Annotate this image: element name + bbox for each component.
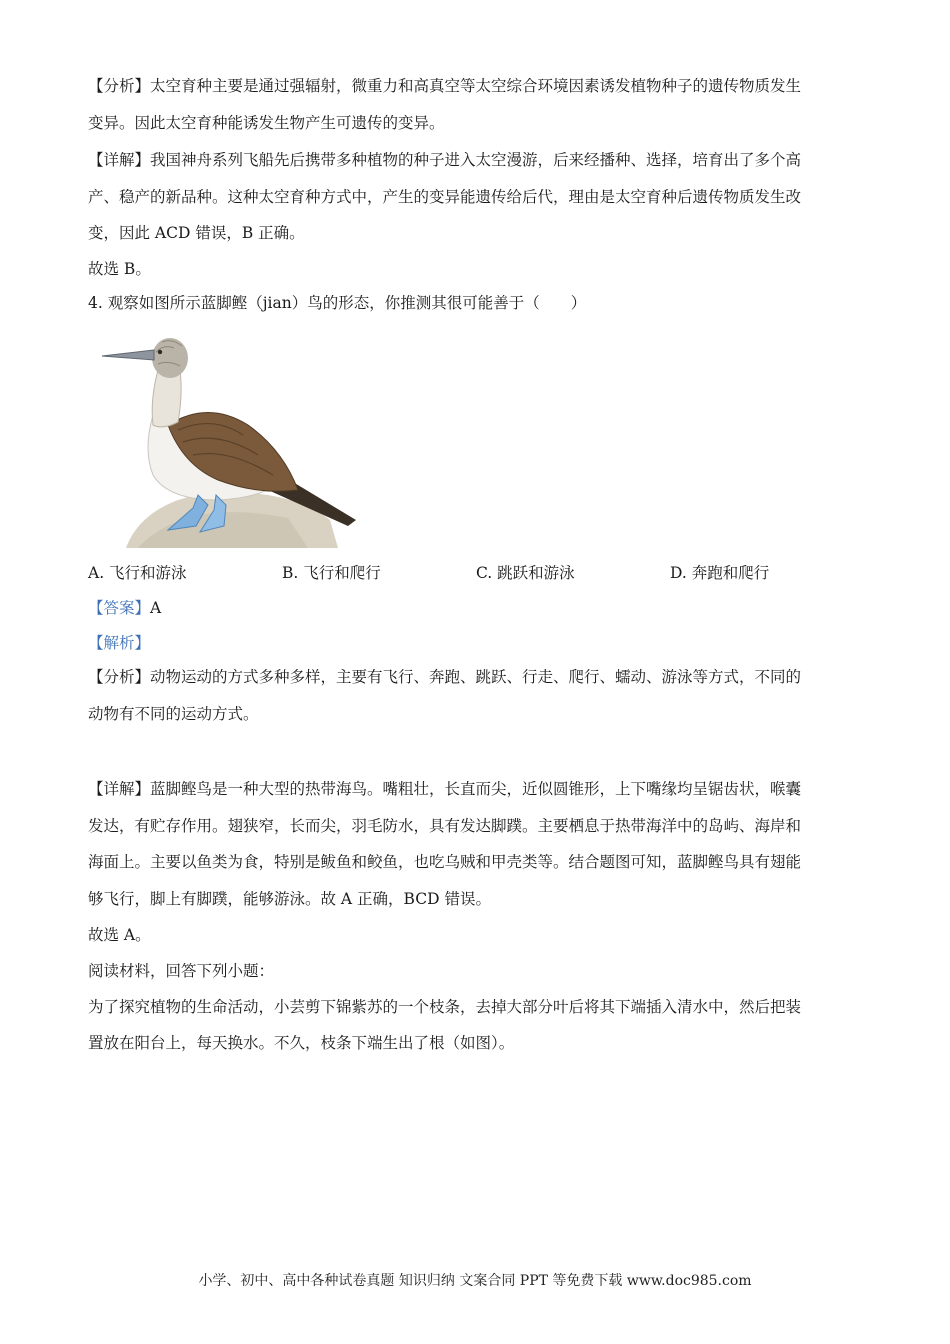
answer-tag: 【答案】	[88, 599, 151, 617]
q3-detail-line-2: 产、稳产的新品种。这种太空育种方式中，产生的变异能遗传给后代，理由是太空育种后遗传物质发生改	[88, 188, 802, 206]
answer-value: A	[150, 599, 162, 617]
q4-detail-line-3: 海面上。主要以鱼类为食，特别是鲅鱼和鲛鱼，也吃乌贼和甲壳类等。结合题图可知，蓝脚鲣鸟具有翅能	[88, 853, 802, 871]
reading-material-line-2: 置放在阳台上，每天换水。不久，枝条下端生出了根（如图）。	[88, 1034, 515, 1052]
option-a: A. 飞行和游泳	[88, 564, 187, 582]
option-d: D. 奔跑和爬行	[670, 564, 770, 582]
q3-detail-line-1: 【详解】我国神舟系列飞船先后携带多种植物的种子进入太空漫游，后来经播种、选择，培育出了多个高	[88, 151, 802, 169]
page-footer: 小学、初中、高中各种试卷真题 知识归纳 文案合同 PPT 等免费下载 www.doc985.com	[198, 1273, 752, 1289]
q4-choose: 故选 A。	[88, 926, 151, 944]
q4-analysis-line-1: 【分析】动物运动的方式多种多样，主要有飞行、奔跑、跳跃、行走、爬行、蠕动、游泳等方式，不同的	[88, 668, 802, 686]
explain-tag: 【解析】	[88, 634, 151, 652]
q3-detail-line-3: 变，因此 ACD 错误，B 正确。	[88, 224, 305, 242]
q3-analysis-line-2: 变异。因此太空育种能诱发生物产生可遗传的变异。	[88, 114, 445, 132]
q3-analysis-line-1: 【分析】太空育种主要是通过强辐射，微重力和高真空等太空综合环境因素诱发植物种子的遗传物质发生	[88, 77, 802, 95]
option-b: B. 飞行和爬行	[282, 564, 381, 582]
blue-footed-booby-figure	[98, 330, 360, 550]
q4-detail-line-1: 【详解】蓝脚鲣鸟是一种大型的热带海鸟。嘴粗壮，长直而尖，近似圆锥形，上下嘴缘均呈锯齿状，喉囊	[88, 780, 802, 798]
q4-question: 4. 观察如图所示蓝脚鲣（jian）鸟的形态，你推测其很可能善于（ ）	[88, 294, 587, 312]
q4-detail-line-2: 发达，有贮存作用。翅狭窄，长而尖，羽毛防水，具有发达脚蹼。主要栖息于热带海洋中的岛屿、海岸和	[88, 817, 802, 835]
reading-material-line-1: 为了探究植物的生命活动，小芸剪下锦紫苏的一个枝条，去掉大部分叶后将其下端插入清水中，然后把装	[88, 998, 802, 1016]
reading-intro: 阅读材料，回答下列小题：	[88, 962, 275, 980]
option-c: C. 跳跃和游泳	[476, 564, 575, 582]
answer-line	[88, 598, 161, 618]
q4-detail-line-4: 够飞行，脚上有脚蹼，能够游泳。故 A 正确，BCD 错误。	[88, 890, 491, 908]
blue-footed-booby-illustration	[98, 330, 360, 550]
q4-analysis-line-2: 动物有不同的运动方式。	[88, 705, 259, 723]
q3-choose: 故选 B。	[88, 260, 151, 278]
